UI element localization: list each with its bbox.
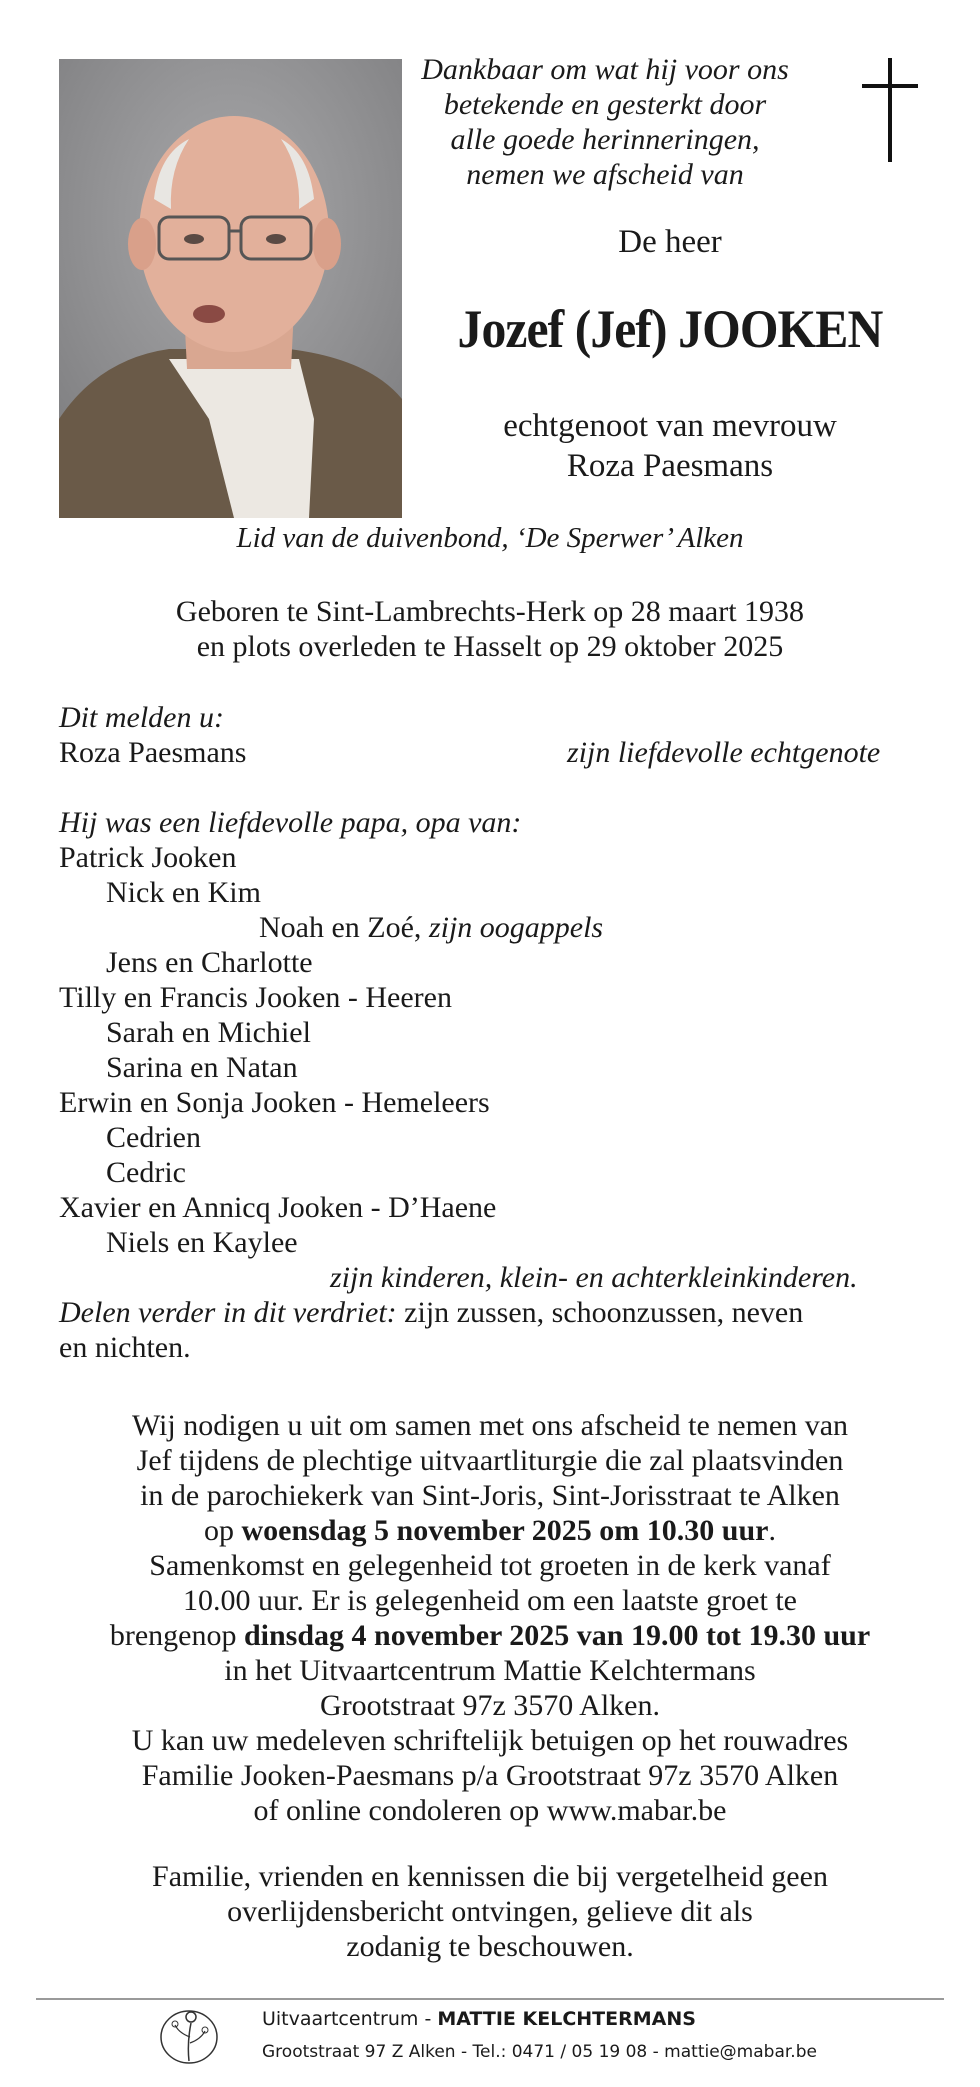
- footer-company: [262, 2008, 696, 2030]
- family-line: Nick en Kim: [106, 876, 261, 909]
- footer-contact: Grootstraat 97 Z Alken - Tel.: 0471 / 05 19 08 - mattie@mabar.be: [262, 2042, 817, 2062]
- family-line: Sarah en Michiel: [106, 1016, 311, 1049]
- family-line: Cedric: [106, 1156, 186, 1189]
- family-line: Patrick Jooken: [59, 841, 237, 874]
- share-label: Delen verder in dit verdriet:: [59, 1296, 397, 1329]
- family-line: Niels en Kaylee: [106, 1226, 298, 1259]
- invite-line: U kan uw medeleven schriftelijk betuigen op het rouwadres: [131, 1724, 849, 1757]
- invite-prefix: brengenop: [109, 1619, 237, 1652]
- flower-logo-icon: [157, 2003, 221, 2067]
- intro-line-1: Dankbaar om wat hij voor ons: [421, 53, 789, 86]
- share-line-2: en nichten.: [59, 1331, 191, 1364]
- family-line: Erwin en Sonja Jooken - Hemeleers: [59, 1086, 490, 1119]
- family-line: Cedrien: [106, 1121, 201, 1154]
- membership-text: Lid van de duivenbond, ‘De Sperwer’ Alken: [236, 522, 744, 554]
- closing-note: [59, 1859, 921, 1964]
- family-summary: zijn kinderen, klein- en achterkleinkinderen.: [330, 1261, 858, 1294]
- great-grandchildren-note: zijn oogappels: [428, 911, 604, 944]
- closing-line: overlijdensbericht ontvingen, gelieve dit als: [227, 1895, 753, 1928]
- invite-line: Jef tijdens de plechtige uitvaartliturgie die zal plaatsvinden: [136, 1444, 844, 1477]
- closing-line: Familie, vrienden en kennissen die bij vergetelheid geen: [152, 1860, 828, 1893]
- family-line: [259, 910, 603, 945]
- portrait-photo: [59, 59, 402, 518]
- announce-label: Dit melden u:: [59, 701, 224, 734]
- invite-prefix: op: [204, 1514, 235, 1547]
- deceased-name: Jozef (Jef) JOOKEN: [457, 299, 883, 359]
- birth-line: Geboren te Sint-Lambrechts-Herk op 28 maart 1938: [175, 595, 805, 628]
- share-line-1: [59, 1295, 803, 1330]
- funeral-datetime: woensdag 5 november 2025 om 10.30 uur: [241, 1514, 769, 1547]
- intro-line-3: alle goede herinneringen,: [450, 123, 760, 156]
- invite-line: in het Uitvaartcentrum Mattie Kelchtermans: [224, 1654, 756, 1687]
- footer-company-prefix: Uitvaartcentrum -: [262, 2008, 438, 2030]
- spouse-block: [420, 406, 920, 486]
- invite-line: [59, 1513, 921, 1548]
- invite-line: 10.00 uur. Er is gelegenheid om een laatste groet te: [183, 1584, 797, 1617]
- family-line: Xavier en Annicq Jooken - D’Haene: [59, 1191, 497, 1224]
- invite-line: Grootstraat 97z 3570 Alken.: [320, 1689, 660, 1722]
- great-grandchildren: Noah en Zoé,: [259, 911, 422, 944]
- invite-line: in de parochiekerk van Sint-Joris, Sint-Jorisstraat te Alken: [140, 1479, 840, 1512]
- invite-line: Samenkomst en gelegenheid tot groeten in de kerk vanaf: [149, 1549, 831, 1582]
- cross-icon: [862, 58, 918, 162]
- footer-divider: [36, 1998, 944, 2000]
- invite-line: Familie Jooken-Paesmans p/a Grootstraat 97z 3570 Alken: [141, 1759, 839, 1792]
- footer-company-name: MATTIE KELCHTERMANS: [437, 2008, 696, 2030]
- intro-line-2: betekende en gesterkt door: [443, 88, 767, 121]
- widow-relation: zijn liefdevolle echtgenote: [567, 736, 881, 769]
- life-dates: [59, 594, 921, 664]
- family-line: Sarina en Natan: [106, 1051, 298, 1084]
- family-line: Tilly en Francis Jooken - Heeren: [59, 981, 452, 1014]
- invite-line: of online condoleren op www.mabar.be: [253, 1794, 727, 1827]
- invite-suffix: .: [768, 1514, 776, 1547]
- widow-name: Roza Paesmans: [59, 736, 247, 769]
- intro-line-4: nemen we afscheid van: [466, 158, 744, 191]
- death-line: en plots overleden te Hasselt op 29 oktober 2025: [196, 630, 784, 663]
- family-line: Jens en Charlotte: [106, 946, 313, 979]
- closing-line: zodanig te beschouwen.: [346, 1930, 634, 1963]
- spouse-line-2: Roza Paesmans: [566, 448, 774, 484]
- share-text: zijn zussen, schoonzussen, neven: [404, 1296, 804, 1329]
- honorific: De heer: [618, 224, 722, 260]
- viewing-datetime: dinsdag 4 november 2025 van 19.00 tot 19.30 uur: [243, 1619, 871, 1652]
- children-label: Hij was een liefdevolle papa, opa van:: [59, 806, 522, 839]
- invitation: [59, 1408, 921, 1828]
- invite-line: [59, 1618, 921, 1653]
- spouse-line-1: echtgenoot van mevrouw: [503, 408, 837, 444]
- intro-text: [420, 52, 790, 192]
- invite-line: Wij nodigen u uit om samen met ons afscheid te nemen van: [131, 1409, 849, 1442]
